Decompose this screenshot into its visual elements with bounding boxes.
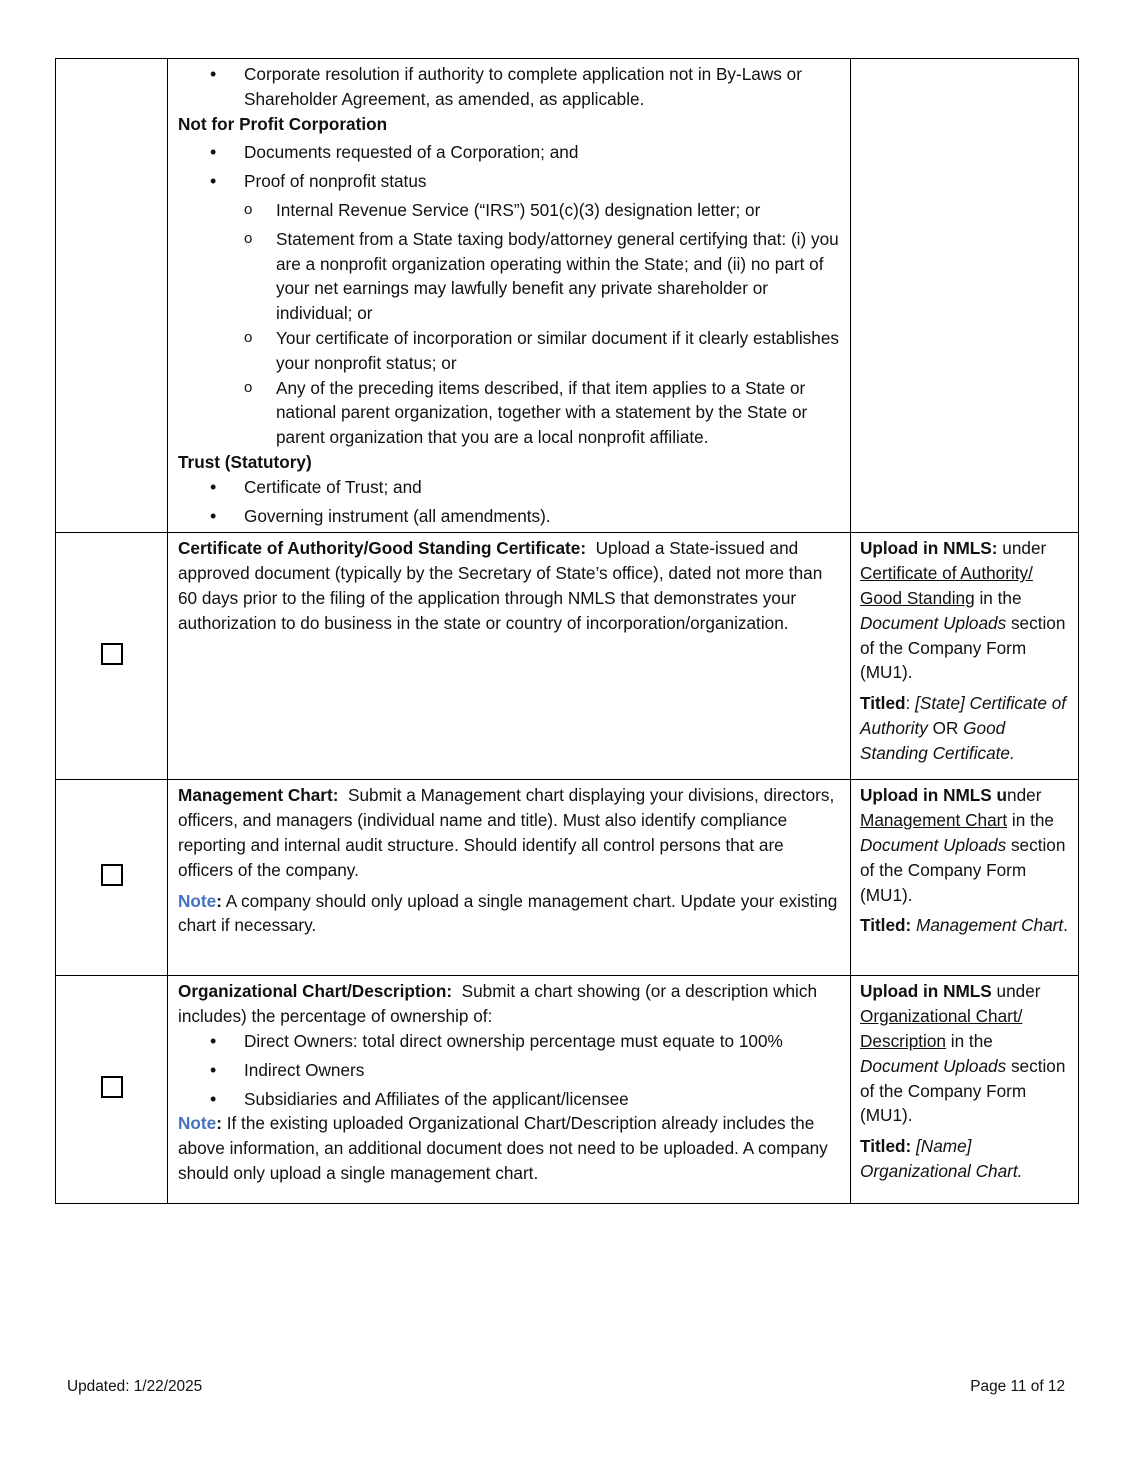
upload-instructions-cell [851,780,1079,976]
titled-end: . [1063,915,1068,936]
upload-under-text: nder [1007,785,1042,806]
titled-label: Titled: [860,915,912,936]
upload-in-the-text: in the [1011,810,1054,831]
requirement-description: Submit a Management chart displaying your divisions, directors, officers, and managers (individual name and title). Must also identify compliance reporting and internal audit structure. Should identify all control persons that are officers of the company. [178,785,835,880]
upload-section-tail: section of the Company Form (MU1). [860,834,1066,905]
requirement-title: Organizational Chart/Description: [178,981,453,1002]
certificate-of-authority-checkbox[interactable] [101,643,123,665]
upload-section-tail: section of the Company Form (MU1). [860,612,1066,683]
titled-label: Titled: [860,1136,912,1157]
upload-section-name: Document Uploads [860,1055,1007,1076]
upload-instructions-cell [851,976,1079,1204]
list-item: • Governing instrument (all amendments). [178,504,842,529]
footer-updated-date: Updated: 1/22/2025 [67,1378,203,1395]
note-label: Note [178,1113,217,1134]
requirement-cell: Organizational Chart/Description: Submit a chart showing (or a description which includes) the percentage of ownership of: • Direct Owners: total direct ownership percentage must equate to 100% • Indirect Owners • Subsidiaries and Affiliates of the applicant/licensee Note: If the existing uploaded Organizational Chart/Description already includes the above information, an additional document does not need to be uploaded. A company should only upload a single management chart. [168,976,851,1204]
instructions-cell-empty [851,59,1079,533]
requirement-cell [168,59,851,533]
list-item: • Direct Owners: total direct ownership percentage must equate to 100% [178,1029,842,1054]
titled-value-alt: Good Standing Certificate. [860,717,1015,763]
requirement-title: Management Chart: [178,785,339,806]
table-row [56,533,1079,780]
sub-list-item: o Internal Revenue Service (“IRS”) 501(c)(3) designation letter; or [178,198,842,223]
upload-section-tail: section of the Company Form (MU1). [860,1055,1066,1126]
titled-value: Management Chart [916,915,1064,936]
table-row [56,59,1079,533]
upload-under-text: under [996,981,1041,1002]
section-heading: Trust (Statutory) [178,451,312,472]
upload-label: Upload in NMLS: [860,538,998,559]
sub-list-item: o Any of the preceding items described, if that item applies to a State or national parent organization, together with a statement by the State or parent organization that you are a local nonprofit affiliate. [178,376,842,450]
requirement-description: Submit a chart showing (or a description which includes) the percentage of ownership of: [178,981,818,1027]
list-item: • Subsidiaries and Affiliates of the applicant/licensee [178,1087,842,1112]
list-item: • Documents requested of a Corporation; and [178,140,842,165]
titled-label: Titled [860,693,906,714]
upload-section-name: Document Uploads [860,834,1007,855]
requirement-cell [168,533,851,780]
checkbox-cell [56,976,168,1204]
footer-page-number: Page 11 of 12 [970,1378,1065,1395]
note-label: Note [178,890,217,911]
table-row [56,780,1079,976]
requirements-table [55,58,1079,1204]
upload-category-link: Certificate of Authority/ Good Standing [860,563,1033,608]
organizational-chart-checkbox[interactable] [101,1076,123,1098]
upload-in-the-text: in the [979,587,1022,608]
list-item: • Proof of nonprofit status [178,169,842,194]
requirement-title: Certificate of Authority/Good Standing Certificate: [178,538,587,559]
upload-in-the-text: in the [950,1030,993,1051]
titled-or-text: OR [932,717,959,738]
checkbox-cell [56,533,168,780]
checkbox-cell [56,780,168,976]
note-text: A company should only upload a single management chart. Update your existing chart if necessary. [178,890,838,936]
list-item: • Certificate of Trust; and [178,475,842,500]
titled-value: [Name] Organizational Chart. [860,1136,1023,1181]
table-row [56,976,1079,1204]
list-item: • Indirect Owners [178,1058,842,1083]
list-item: • Corporate resolution if authority to complete application not in By-Laws or Shareholder Agreement, as amended, as applicable. [178,62,842,112]
sub-list-item: o Your certificate of incorporation or similar document if it clearly establishes your nonprofit status; or [178,326,842,376]
upload-label: Upload in NMLS u [860,785,1008,806]
upload-under-text: under [1002,538,1047,559]
sub-list-item: o Statement from a State taxing body/attorney general certifying that: (i) you are a nonprofit organization operating within the State; and (ii) no part of your net earnings may lawfully benefit any private shareholder or individual; or [178,227,842,326]
requirement-description: Upload a State-issued and approved document (typically by the Secretary of State’s office), dated not more than 60 days prior to the filing of the application through NMLS that demonstrates your authorization to do business in the state or country of incorporation/organization. [178,538,823,633]
upload-category-link: Management Chart [860,810,1008,831]
management-chart-checkbox[interactable] [101,864,123,886]
checkbox-cell-empty [56,59,168,533]
note-text: If the existing uploaded Organizational Chart/Description already includes the above information, an additional document does not need to be uploaded. A company should only upload a single management chart. [178,1113,828,1183]
section-heading: Not for Profit Corporation [178,113,388,134]
upload-section-name: Document Uploads [860,612,1007,633]
requirement-cell: Management Chart: Submit a Management chart displaying your divisions, directors, officers, and managers (individual name and title). Must also identify compliance reporting and internal audit structure. Should identify all control persons that are officers of the company. Note: A company should only upload a single management chart. Update your existing chart if necessary. [168,780,851,976]
upload-instructions-cell: Upload in NMLS: under Certificate of Authority/ Good Standing in the Document Uploads section of the Company Form (MU1). Titled: [State] Certificate of Authority OR Good Standing Certificate. [851,533,1079,780]
upload-category-link: Organizational Chart/ Description [860,1006,1023,1051]
upload-label: Upload in NMLS [860,981,992,1002]
titled-value: [State] Certificate of Authority [860,693,1067,738]
